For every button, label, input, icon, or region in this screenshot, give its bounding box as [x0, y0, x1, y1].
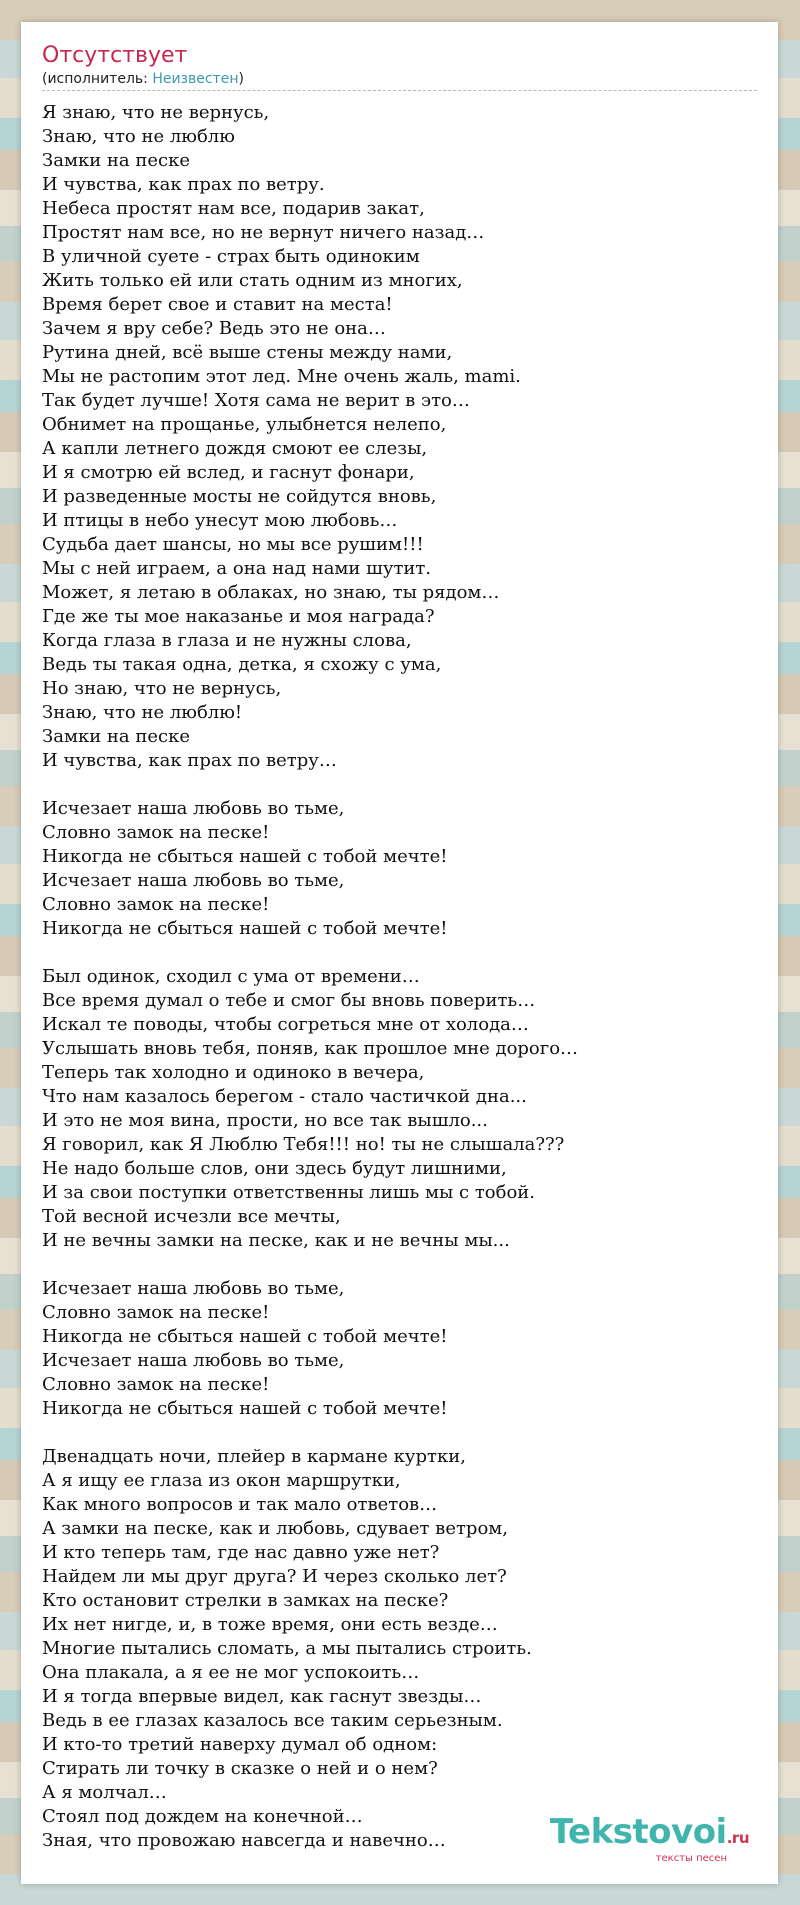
lyric-line: Исчезает наша любовь во тьме,	[42, 870, 345, 891]
lyric-line: Многие пытались сломать, а мы пытались строить.	[42, 1638, 532, 1659]
lyric-line: Ведь ты такая одна, детка, я схожу с ума,	[42, 654, 442, 675]
lyric-line: И я смотрю ей вслед, и гаснут фонари,	[42, 462, 415, 483]
lyric-line: Стирать ли точку в сказке о ней и о нем?	[42, 1758, 438, 1779]
lyric-line: А я молчал…	[42, 1782, 167, 1803]
lyric-line: Я говорил, как Я Люблю Тебя!!! но! ты не слышала???	[42, 1134, 565, 1155]
artist-line	[42, 70, 757, 91]
lyric-line: Никогда не сбыться нашей с тобой мечте!	[42, 1398, 448, 1419]
logo-wordmark	[550, 1814, 749, 1856]
lyric-line: И птицы в небо унесут мою любовь…	[42, 510, 398, 531]
lyric-line: И я тогда впервые видел, как гаснут звезды…	[42, 1686, 482, 1707]
lyric-line: Никогда не сбыться нашей с тобой мечте!	[42, 846, 448, 867]
lyric-line: Когда глаза в глаза и не нужны слова,	[42, 630, 412, 651]
lyric-line: Но знаю, что не вернусь,	[42, 678, 282, 699]
lyric-line: Замки на песке	[42, 150, 190, 171]
lyric-line: Кто остановит стрелки в замках на песке?	[42, 1590, 449, 1611]
lyric-line: Стоял под дождем на конечной…	[42, 1806, 363, 1827]
lyric-line: Как много вопросов и так мало ответов…	[42, 1494, 438, 1515]
logo-tagline: тексты песен	[655, 1853, 727, 1864]
lyric-line: Зная, что провожаю навсегда и навечно…	[42, 1830, 446, 1851]
lyric-line: Двенадцать ночи, плейер в кармане куртки,	[42, 1446, 466, 1467]
lyric-line: Обнимет на прощанье, улыбнется нелепо,	[42, 414, 447, 435]
lyric-line: Мы не растопим этот лед. Мне очень жаль, mami.	[42, 366, 521, 387]
lyric-line: Время берет свое и ставит на места!	[42, 294, 393, 315]
lyric-line: А я ищу ее глаза из окон маршрутки,	[42, 1470, 401, 1491]
site-logo[interactable]	[550, 1814, 749, 1864]
lyric-line: Зачем я вру себе? Ведь это не она…	[42, 318, 386, 339]
lyric-line: Что нам казалось берегом - стало частичкой дна...	[42, 1086, 527, 1107]
lyric-line: Может, я летаю в облаках, но знаю, ты рядом…	[42, 582, 500, 603]
artist-link[interactable]: Неизвестен	[152, 71, 239, 87]
lyric-line: А замки на песке, как и любовь, сдувает ветром,	[42, 1518, 509, 1539]
lyric-line: Рутина дней, всё выше стены между нами,	[42, 342, 453, 363]
logo-tld: .ru	[726, 1829, 749, 1847]
lyric-line: В уличной суете - страх быть одиноким	[42, 246, 420, 267]
lyric-line: Жить только ей или стать одним из многих,	[42, 270, 463, 291]
lyric-line: Знаю, что не люблю!	[42, 702, 243, 723]
lyric-line: Исчезает наша любовь во тьме,	[42, 1350, 345, 1371]
lyric-line: Мы с ней играем, а она над нами шутит.	[42, 558, 432, 579]
lyrics-text	[42, 101, 757, 1853]
stanza-break	[42, 773, 757, 797]
lyric-line: И разведенные мосты не сойдутся вновь,	[42, 486, 437, 507]
lyric-line: Я знаю, что не вернусь,	[42, 102, 270, 123]
lyric-line: Знаю, что не люблю	[42, 126, 235, 147]
song-title: Отсутствует	[42, 43, 188, 68]
lyric-line: И это не моя вина, прости, но все так вышло...	[42, 1110, 488, 1131]
lyric-line: Никогда не сбыться нашей с тобой мечте!	[42, 1326, 448, 1347]
lyric-line: Не надо больше слов, они здесь будут лишними,	[42, 1158, 507, 1179]
lyric-line: Так будет лучше! Хотя сама не верит в это…	[42, 390, 470, 411]
lyric-line: И не вечны замки на песке, как и не вечны мы...	[42, 1230, 510, 1251]
lyric-line: Простят нам все, но не вернут ничего назад…	[42, 222, 485, 243]
lyric-line: Искал те поводы, чтобы согреться мне от холода…	[42, 1014, 529, 1035]
lyric-line: Замки на песке	[42, 726, 190, 747]
lyric-line: Где же ты мое наказанье и моя награда?	[42, 606, 435, 627]
stanza-break	[42, 1421, 757, 1445]
stanza-break	[42, 1253, 757, 1277]
artist-prefix: (исполнитель:	[42, 71, 153, 87]
stanza-break	[42, 941, 757, 965]
lyric-line: Она плакала, а я ее не мог успокоить…	[42, 1662, 420, 1683]
artist-suffix: )	[238, 71, 244, 87]
lyric-line: Был одинок, сходил с ума от времени…	[42, 966, 420, 987]
lyric-line: Словно замок на песке!	[42, 1302, 270, 1323]
logo-main-text: Tekstovoi	[549, 1812, 727, 1852]
lyric-line: А капли летнего дождя смоют ее слезы,	[42, 438, 428, 459]
lyric-line: Словно замок на песке!	[42, 1374, 270, 1395]
lyric-line: И чувства, как прах по ветру.	[42, 174, 325, 195]
lyric-line: Теперь так холодно и одиноко в вечера,	[42, 1062, 425, 1083]
lyric-line: Никогда не сбыться нашей с тобой мечте!	[42, 918, 448, 939]
lyric-line: Найдем ли мы друг друга? И через сколько лет?	[42, 1566, 507, 1587]
lyric-line: Словно замок на песке!	[42, 822, 270, 843]
lyric-line: Исчезает наша любовь во тьме,	[42, 798, 345, 819]
lyric-line: И кто-то третий наверху думал об одном:	[42, 1734, 438, 1755]
lyric-line: Судьба дает шансы, но мы все рушим!!!	[42, 534, 424, 555]
lyric-line: Их нет нигде, и, в тоже время, они есть везде…	[42, 1614, 498, 1635]
lyric-line: И чувства, как прах по ветру…	[42, 750, 337, 771]
lyric-line: Исчезает наша любовь во тьме,	[42, 1278, 345, 1299]
lyric-line: Той весной исчезли все мечты,	[42, 1206, 341, 1227]
lyric-line: Словно замок на песке!	[42, 894, 270, 915]
lyric-line: И кто теперь там, где нас давно уже нет?	[42, 1542, 440, 1563]
lyric-line: Небеса простят нам все, подарив закат,	[42, 198, 425, 219]
lyric-line: И за свои поступки ответственны лишь мы с тобой.	[42, 1182, 536, 1203]
lyrics-card	[21, 22, 778, 1884]
lyric-line: Все время думал о тебе и смог бы вновь поверить…	[42, 990, 536, 1011]
lyric-line: Услышать вновь тебя, поняв, как прошлое мне дорого…	[42, 1038, 579, 1059]
lyric-line: Ведь в ее глазах казалось все таким серьезным.	[42, 1710, 503, 1731]
